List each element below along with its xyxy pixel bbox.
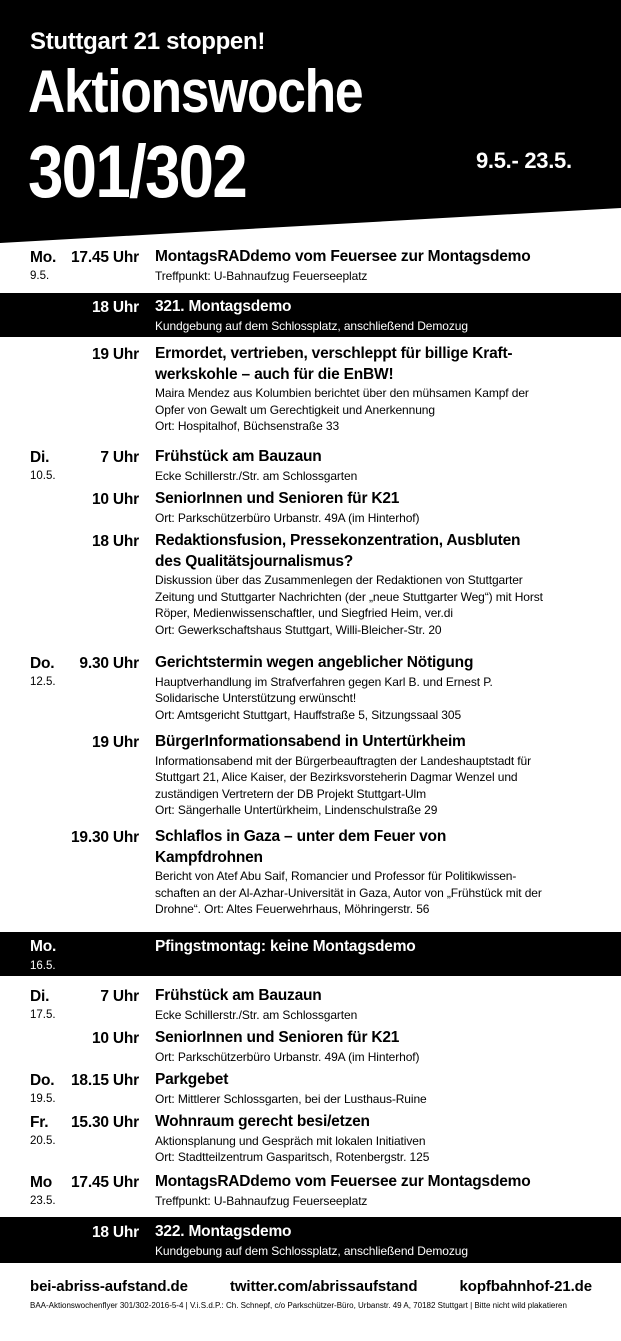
footer-links [30, 1278, 592, 1295]
event-day: Di. [30, 988, 50, 1005]
event-description: Treffpunkt: U-Bahnaufzug Feuerseeplatz [155, 1193, 368, 1208]
event-description: Kundgebung auf dem Schlossplatz, anschließend Demozug [155, 318, 468, 333]
event-row-highlight [0, 293, 621, 337]
event-title: Schlaflos in Gaza – unter dem Feuer von Kampfdrohnen [155, 828, 447, 866]
event-time: 19 Uhr [91, 346, 139, 363]
event-title: SeniorInnen und Senioren für K21 [155, 1029, 400, 1046]
event-description: Ecke Schillerstr./Str. am Schlossgarten [155, 468, 358, 483]
event-row [0, 732, 621, 827]
event-row [0, 827, 621, 927]
event-title: MontagsRADdemo vom Feuersee zur Montagsdemo [155, 248, 531, 265]
event-title: BürgerInformationsabend in Untertürkheim [155, 733, 466, 750]
event-date: 20.5. [30, 1135, 56, 1147]
event-title: Pfingstmontag: keine Montagsdemo [155, 938, 416, 955]
event-description: Informationsabend mit der Bürgerbeauftragten der Landeshauptstadt für Stuttgart 21, Alice Kaiser, der Bezirksvorsteherin Dagmar Wenzel und zuständigen Vertretern der DB Projekt Stuttgart-Ulm Ort: Sängerhalle Untertürkheim, Lindenschulstraße 29 [155, 753, 532, 817]
event-title: MontagsRADdemo vom Feuersee zur Montagsdemo [155, 1173, 531, 1190]
event-row-highlight [0, 1217, 621, 1263]
event-row [0, 247, 621, 291]
event-title: Frühstück am Bauzaun [155, 448, 322, 465]
event-date: 10.5. [30, 470, 56, 482]
event-description: Ort: Parkschützerbüro Urbanstr. 49A (im Hinterhof) [155, 1049, 420, 1064]
event-time: 17.45 Uhr [71, 1174, 139, 1191]
event-description: Ecke Schillerstr./Str. am Schlossgarten [155, 1007, 358, 1022]
event-row [0, 653, 621, 731]
event-row [0, 1028, 621, 1068]
event-title: SeniorInnen und Senioren für K21 [155, 490, 400, 507]
event-description: Hauptverhandlung im Strafverfahren gegen Karl B. und Ernest P. Solidarische Unterstützung erwünscht! Ort: Amtsgericht Stuttgart, Hauffstraße 5, Sitzungssaal 305 [155, 674, 493, 722]
event-title: Redaktionsfusion, Pressekonzentration, Ausbluten des Qualitätsjournalismus? [155, 532, 521, 570]
event-title: Gerichtstermin wegen angeblicher Nötigung [155, 654, 474, 671]
event-row [0, 447, 621, 487]
event-time: 18 Uhr [91, 533, 139, 550]
event-day: Do. [30, 1072, 55, 1089]
event-row [0, 531, 621, 651]
event-date: 12.5. [30, 676, 56, 688]
event-time: 7 Uhr [100, 449, 139, 466]
header-pretitle: Stuttgart 21 stoppen! [30, 28, 266, 55]
header-number: 301/302 [28, 130, 247, 213]
event-day: Mo. [30, 249, 57, 266]
footer-imprint: BAA-Aktionswochenflyer 301/302-2016-5-4 | V.i.S.d.P.: Ch. Schnepf, c/o Parkschützer-Büro, Urbanstr. 49 A, 70182 Stuttgart | Bitte nicht wild plakatieren [30, 1301, 567, 1310]
event-date: 17.5. [30, 1009, 56, 1021]
event-row [0, 344, 621, 444]
event-date: 19.5. [30, 1093, 56, 1105]
event-time: 10 Uhr [91, 1030, 139, 1047]
event-row-highlight [0, 932, 621, 976]
event-description: Kundgebung auf dem Schlossplatz, anschließend Demozug [155, 1243, 468, 1258]
event-day: Mo. [30, 938, 57, 955]
event-time: 19.30 Uhr [71, 829, 139, 846]
header-title: Aktionswoche [28, 58, 363, 125]
event-description: Diskussion über das Zusammenlegen der Redaktionen von Stuttgarter Zeitung und Stuttgarter Nachrichten (der „neue Stuttgarter Weg“) mit Horst Röper, Medienwissenschaftler, und Siegfried Heim, ver.di Ort: Gewerkschaftshaus Stuttgart, Willi-Bleicher-Str. 20 [155, 573, 543, 637]
event-row [0, 1172, 621, 1212]
event-date: 23.5. [30, 1195, 56, 1207]
header-banner [0, 0, 621, 245]
event-time: 18.15 Uhr [71, 1072, 139, 1089]
event-time: 17.45 Uhr [71, 249, 139, 266]
event-title: Parkgebet [155, 1071, 229, 1088]
event-date: 16.5. [30, 960, 56, 972]
event-day: Di. [30, 449, 50, 466]
footer-link-kopfbahnhof[interactable]: kopfbahnhof-21.de [459, 1278, 592, 1295]
event-title: 321. Montagsdemo [155, 298, 292, 315]
event-description: Ort: Mittlerer Schlossgarten, bei der Lusthaus-Ruine [155, 1091, 427, 1106]
event-day: Fr. [30, 1114, 49, 1131]
event-time: 9.30 Uhr [79, 655, 139, 672]
event-row [0, 986, 621, 1026]
event-time: 7 Uhr [100, 988, 139, 1005]
event-date: 9.5. [30, 270, 50, 282]
event-description: Treffpunkt: U-Bahnaufzug Feuerseeplatz [155, 268, 368, 283]
event-day: Do. [30, 655, 55, 672]
event-description: Maira Mendez aus Kolumbien berichtet über den mühsamen Kampf der Opfer von Gewalt um Gerechtigkeit und Anerkennung Ort: Hospitalhof, Büchsenstraße 33 [155, 386, 529, 433]
event-description: Bericht von Atef Abu Saif, Romancier und Professor für Politikwissen- schaften an der Al-Azhar-Universität in Gaza, Autor von „Frühstück mit der Drohne“. Ort: Altes Feuerwehrhaus, Möhringerstr. 56 [155, 869, 542, 916]
event-title: Ermordet, vertrieben, verschleppt für billige Kraft- werkskohle – auch für die EnBW! [155, 345, 513, 383]
event-title: 322. Montagsdemo [155, 1223, 292, 1240]
event-time: 19 Uhr [91, 734, 139, 751]
header-dates: 9.5.- 23.5. [476, 148, 572, 173]
event-title: Frühstück am Bauzaun [155, 987, 322, 1004]
event-time: 18 Uhr [91, 1224, 139, 1241]
event-row [0, 1112, 621, 1168]
event-row [0, 489, 621, 529]
event-description: Ort: Parkschützerbüro Urbanstr. 49A (im Hinterhof) [155, 510, 420, 525]
footer-link-twitter[interactable]: twitter.com/abrissaufstand [229, 1278, 418, 1295]
event-day: Mo [30, 1174, 52, 1191]
event-title: Wohnraum gerecht besi/etzen [155, 1113, 370, 1130]
event-time: 18 Uhr [91, 299, 139, 316]
event-description: Aktionsplanung und Gespräch mit lokalen Initiativen Ort: Stadtteilzentrum Gasparitsch, Rotenbergstr. 125 [155, 1133, 430, 1164]
event-row [0, 1070, 621, 1110]
event-time: 15.30 Uhr [71, 1114, 139, 1131]
event-time: 10 Uhr [91, 491, 139, 508]
footer-link-website[interactable]: bei-abriss-aufstand.de [30, 1278, 188, 1295]
